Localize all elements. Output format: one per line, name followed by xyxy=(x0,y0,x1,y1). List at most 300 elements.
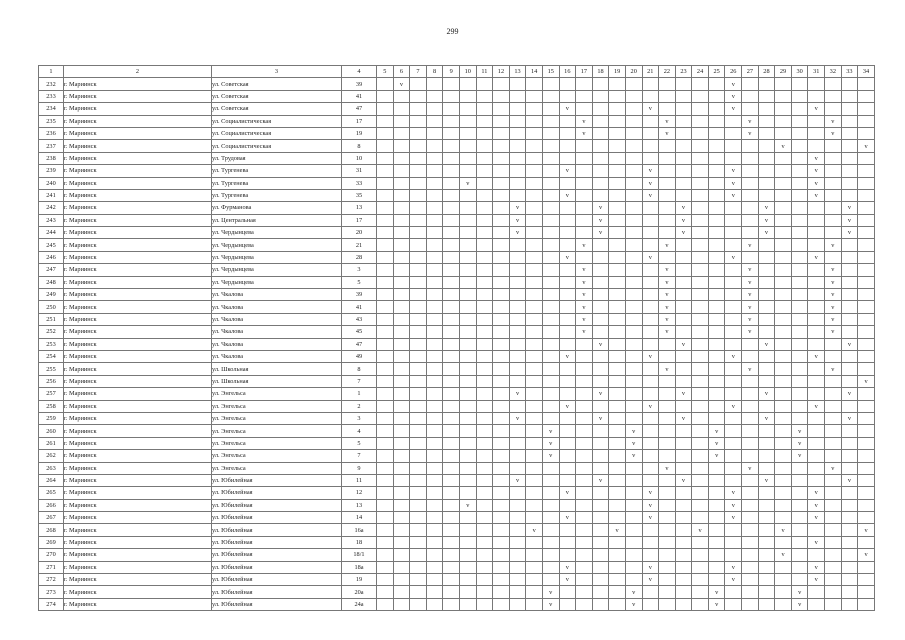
empty-cell xyxy=(443,239,460,251)
empty-cell xyxy=(675,350,692,362)
empty-cell xyxy=(576,574,593,586)
empty-cell xyxy=(509,115,526,127)
check-mark: v xyxy=(791,425,808,437)
empty-cell xyxy=(775,598,792,610)
empty-cell xyxy=(791,462,808,474)
empty-cell xyxy=(410,586,427,598)
house-number-cell: 14 xyxy=(342,512,377,524)
empty-cell xyxy=(642,127,659,139)
empty-cell xyxy=(526,598,543,610)
empty-cell xyxy=(659,189,676,201)
table-row xyxy=(39,487,875,499)
empty-cell xyxy=(443,400,460,412)
empty-cell xyxy=(858,512,875,524)
empty-cell xyxy=(509,301,526,313)
check-mark: v xyxy=(808,499,825,511)
check-mark: v xyxy=(576,276,593,288)
street-cell: ул. Чердынцева xyxy=(212,227,342,239)
empty-cell xyxy=(708,388,725,400)
check-mark: v xyxy=(642,350,659,362)
empty-cell xyxy=(841,264,858,276)
empty-cell xyxy=(592,326,609,338)
empty-cell xyxy=(808,227,825,239)
empty-cell xyxy=(659,499,676,511)
empty-cell xyxy=(393,152,410,164)
empty-cell xyxy=(609,276,626,288)
empty-cell xyxy=(393,474,410,486)
empty-cell xyxy=(808,115,825,127)
column-header: 29 xyxy=(775,66,792,78)
empty-cell xyxy=(825,499,842,511)
check-mark: v xyxy=(659,276,676,288)
empty-cell xyxy=(592,499,609,511)
empty-cell xyxy=(791,549,808,561)
check-mark: v xyxy=(509,202,526,214)
empty-cell xyxy=(659,425,676,437)
empty-cell xyxy=(708,127,725,139)
empty-cell xyxy=(443,512,460,524)
empty-cell xyxy=(609,474,626,486)
empty-cell xyxy=(559,227,576,239)
street-cell: ул. Энгельса xyxy=(212,388,342,400)
empty-cell xyxy=(708,561,725,573)
empty-cell xyxy=(426,375,443,387)
check-mark: v xyxy=(692,524,709,536)
empty-cell xyxy=(609,462,626,474)
empty-cell xyxy=(393,437,410,449)
empty-cell xyxy=(858,78,875,90)
empty-cell xyxy=(426,499,443,511)
house-number-cell: 18 xyxy=(342,536,377,548)
empty-cell xyxy=(858,474,875,486)
empty-cell xyxy=(742,412,759,424)
empty-cell xyxy=(675,177,692,189)
house-number-cell: 47 xyxy=(342,338,377,350)
check-mark: v xyxy=(825,301,842,313)
empty-cell xyxy=(708,462,725,474)
empty-cell xyxy=(493,140,510,152)
empty-cell xyxy=(825,338,842,350)
empty-cell xyxy=(708,189,725,201)
house-number-cell: 4 xyxy=(342,425,377,437)
empty-cell xyxy=(526,425,543,437)
empty-cell xyxy=(377,549,394,561)
empty-cell xyxy=(576,227,593,239)
row-number-cell: 274 xyxy=(39,598,64,610)
empty-cell xyxy=(742,251,759,263)
empty-cell xyxy=(609,400,626,412)
empty-cell xyxy=(559,152,576,164)
empty-cell xyxy=(377,251,394,263)
empty-cell xyxy=(426,474,443,486)
house-number-cell: 5 xyxy=(342,276,377,288)
empty-cell xyxy=(841,586,858,598)
check-mark: v xyxy=(393,78,410,90)
empty-cell xyxy=(791,127,808,139)
empty-cell xyxy=(692,189,709,201)
empty-cell xyxy=(791,78,808,90)
empty-cell xyxy=(858,437,875,449)
empty-cell xyxy=(742,499,759,511)
empty-cell xyxy=(542,574,559,586)
empty-cell xyxy=(576,536,593,548)
empty-cell xyxy=(725,425,742,437)
city-cell: г. Мариинск xyxy=(64,487,212,499)
empty-cell xyxy=(476,375,493,387)
check-mark: v xyxy=(742,301,759,313)
empty-cell xyxy=(542,400,559,412)
empty-cell xyxy=(493,264,510,276)
empty-cell xyxy=(692,512,709,524)
empty-cell xyxy=(708,115,725,127)
empty-cell xyxy=(758,437,775,449)
empty-cell xyxy=(410,598,427,610)
empty-cell xyxy=(791,165,808,177)
empty-cell xyxy=(609,264,626,276)
empty-cell xyxy=(692,363,709,375)
empty-cell xyxy=(742,425,759,437)
empty-cell xyxy=(526,487,543,499)
check-mark: v xyxy=(675,214,692,226)
empty-cell xyxy=(692,214,709,226)
empty-cell xyxy=(576,103,593,115)
empty-cell xyxy=(426,400,443,412)
empty-cell xyxy=(659,152,676,164)
city-cell: г. Мариинск xyxy=(64,239,212,251)
empty-cell xyxy=(526,127,543,139)
check-mark: v xyxy=(775,549,792,561)
table-row xyxy=(39,400,875,412)
empty-cell xyxy=(410,251,427,263)
empty-cell xyxy=(493,499,510,511)
check-mark: v xyxy=(542,450,559,462)
empty-cell xyxy=(443,78,460,90)
empty-cell xyxy=(542,177,559,189)
empty-cell xyxy=(858,400,875,412)
row-number-cell: 241 xyxy=(39,189,64,201)
empty-cell xyxy=(393,574,410,586)
empty-cell xyxy=(476,499,493,511)
column-header: 19 xyxy=(609,66,626,78)
empty-cell xyxy=(476,425,493,437)
empty-cell xyxy=(642,450,659,462)
empty-cell xyxy=(808,549,825,561)
empty-cell xyxy=(675,363,692,375)
empty-cell xyxy=(542,264,559,276)
check-mark: v xyxy=(808,536,825,548)
empty-cell xyxy=(625,165,642,177)
row-number-cell: 267 xyxy=(39,512,64,524)
table-row xyxy=(39,251,875,263)
empty-cell xyxy=(625,189,642,201)
empty-cell xyxy=(559,425,576,437)
empty-cell xyxy=(592,598,609,610)
empty-cell xyxy=(758,165,775,177)
check-mark: v xyxy=(775,524,792,536)
empty-cell xyxy=(725,239,742,251)
check-mark: v xyxy=(808,177,825,189)
empty-cell xyxy=(393,412,410,424)
check-mark: v xyxy=(841,227,858,239)
row-number-cell: 247 xyxy=(39,264,64,276)
table-row xyxy=(39,177,875,189)
check-mark: v xyxy=(725,189,742,201)
city-cell: г. Мариинск xyxy=(64,214,212,226)
empty-cell xyxy=(592,103,609,115)
empty-cell xyxy=(841,487,858,499)
street-cell: ул. Юбилейная xyxy=(212,549,342,561)
empty-cell xyxy=(642,425,659,437)
check-mark: v xyxy=(808,103,825,115)
empty-cell xyxy=(459,78,476,90)
empty-cell xyxy=(526,437,543,449)
empty-cell xyxy=(443,189,460,201)
empty-cell xyxy=(692,412,709,424)
empty-cell xyxy=(675,313,692,325)
empty-cell xyxy=(509,462,526,474)
empty-cell xyxy=(625,388,642,400)
empty-cell xyxy=(858,363,875,375)
column-header: 33 xyxy=(841,66,858,78)
check-mark: v xyxy=(659,239,676,251)
empty-cell xyxy=(791,301,808,313)
empty-cell xyxy=(393,536,410,548)
empty-cell xyxy=(576,499,593,511)
empty-cell xyxy=(675,264,692,276)
empty-cell xyxy=(642,375,659,387)
empty-cell xyxy=(692,437,709,449)
empty-cell xyxy=(559,264,576,276)
house-number-cell: 13 xyxy=(342,499,377,511)
empty-cell xyxy=(393,165,410,177)
empty-cell xyxy=(742,202,759,214)
column-header: 22 xyxy=(659,66,676,78)
empty-cell xyxy=(377,598,394,610)
empty-cell xyxy=(642,363,659,375)
empty-cell xyxy=(692,227,709,239)
empty-cell xyxy=(410,350,427,362)
empty-cell xyxy=(758,251,775,263)
empty-cell xyxy=(426,301,443,313)
empty-cell xyxy=(692,152,709,164)
empty-cell xyxy=(542,363,559,375)
empty-cell xyxy=(659,561,676,573)
empty-cell xyxy=(542,512,559,524)
empty-cell xyxy=(725,127,742,139)
empty-cell xyxy=(825,450,842,462)
empty-cell xyxy=(493,301,510,313)
empty-cell xyxy=(393,350,410,362)
empty-cell xyxy=(841,152,858,164)
city-cell: г. Мариинск xyxy=(64,289,212,301)
empty-cell xyxy=(808,202,825,214)
empty-cell xyxy=(426,363,443,375)
empty-cell xyxy=(559,90,576,102)
check-mark: v xyxy=(725,487,742,499)
city-cell: г. Мариинск xyxy=(64,499,212,511)
empty-cell xyxy=(526,227,543,239)
empty-cell xyxy=(592,561,609,573)
check-mark: v xyxy=(791,598,808,610)
empty-cell xyxy=(559,474,576,486)
empty-cell xyxy=(675,499,692,511)
column-header: 7 xyxy=(410,66,427,78)
empty-cell xyxy=(476,90,493,102)
street-cell: ул. Центральная xyxy=(212,214,342,226)
house-number-cell: 17 xyxy=(342,214,377,226)
empty-cell xyxy=(509,177,526,189)
empty-cell xyxy=(825,103,842,115)
empty-cell xyxy=(592,165,609,177)
empty-cell xyxy=(642,388,659,400)
empty-cell xyxy=(542,549,559,561)
city-cell: г. Мариинск xyxy=(64,363,212,375)
empty-cell xyxy=(758,313,775,325)
city-cell: г. Мариинск xyxy=(64,251,212,263)
empty-cell xyxy=(808,474,825,486)
empty-cell xyxy=(526,152,543,164)
empty-cell xyxy=(725,276,742,288)
empty-cell xyxy=(791,574,808,586)
table-row xyxy=(39,549,875,561)
empty-cell xyxy=(675,450,692,462)
empty-cell xyxy=(659,574,676,586)
empty-cell xyxy=(775,450,792,462)
empty-cell xyxy=(443,140,460,152)
empty-cell xyxy=(393,202,410,214)
empty-cell xyxy=(476,214,493,226)
street-cell: ул. Чкалова xyxy=(212,313,342,325)
empty-cell xyxy=(393,524,410,536)
empty-cell xyxy=(625,338,642,350)
house-number-cell: 7 xyxy=(342,375,377,387)
empty-cell xyxy=(708,276,725,288)
address-table xyxy=(38,65,875,611)
empty-cell xyxy=(625,375,642,387)
empty-cell xyxy=(410,264,427,276)
street-cell: ул. Энгельса xyxy=(212,412,342,424)
empty-cell xyxy=(708,574,725,586)
check-mark: v xyxy=(642,574,659,586)
table-row xyxy=(39,165,875,177)
row-number-cell: 239 xyxy=(39,165,64,177)
empty-cell xyxy=(493,574,510,586)
empty-cell xyxy=(526,400,543,412)
empty-cell xyxy=(675,276,692,288)
empty-cell xyxy=(642,115,659,127)
empty-cell xyxy=(659,536,676,548)
empty-cell xyxy=(825,227,842,239)
empty-cell xyxy=(443,313,460,325)
empty-cell xyxy=(426,412,443,424)
check-mark: v xyxy=(459,499,476,511)
empty-cell xyxy=(493,363,510,375)
empty-cell xyxy=(377,165,394,177)
empty-cell xyxy=(791,561,808,573)
empty-cell xyxy=(542,189,559,201)
empty-cell xyxy=(758,487,775,499)
empty-cell xyxy=(625,264,642,276)
empty-cell xyxy=(459,165,476,177)
empty-cell xyxy=(708,90,725,102)
empty-cell xyxy=(609,536,626,548)
empty-cell xyxy=(708,289,725,301)
empty-cell xyxy=(758,140,775,152)
empty-cell xyxy=(410,487,427,499)
empty-cell xyxy=(692,251,709,263)
empty-cell xyxy=(609,425,626,437)
column-header: 9 xyxy=(443,66,460,78)
row-number-cell: 272 xyxy=(39,574,64,586)
city-cell: г. Мариинск xyxy=(64,375,212,387)
empty-cell xyxy=(708,400,725,412)
empty-cell xyxy=(559,289,576,301)
empty-cell xyxy=(542,251,559,263)
empty-cell xyxy=(559,177,576,189)
check-mark: v xyxy=(775,140,792,152)
empty-cell xyxy=(692,375,709,387)
empty-cell xyxy=(410,363,427,375)
empty-cell xyxy=(476,350,493,362)
empty-cell xyxy=(476,189,493,201)
empty-cell xyxy=(592,487,609,499)
empty-cell xyxy=(592,512,609,524)
check-mark: v xyxy=(625,598,642,610)
check-mark: v xyxy=(808,561,825,573)
row-number-cell: 263 xyxy=(39,462,64,474)
row-number-cell: 250 xyxy=(39,301,64,313)
street-cell: ул. Чердынцева xyxy=(212,239,342,251)
empty-cell xyxy=(758,598,775,610)
empty-cell xyxy=(393,127,410,139)
empty-cell xyxy=(393,115,410,127)
empty-cell xyxy=(825,586,842,598)
empty-cell xyxy=(609,239,626,251)
empty-cell xyxy=(625,140,642,152)
empty-cell xyxy=(509,289,526,301)
empty-cell xyxy=(858,561,875,573)
row-number-cell: 259 xyxy=(39,412,64,424)
empty-cell xyxy=(393,140,410,152)
city-cell: г. Мариинск xyxy=(64,462,212,474)
empty-cell xyxy=(841,524,858,536)
empty-cell xyxy=(625,499,642,511)
empty-cell xyxy=(476,301,493,313)
empty-cell xyxy=(858,276,875,288)
empty-cell xyxy=(625,561,642,573)
empty-cell xyxy=(509,90,526,102)
empty-cell xyxy=(426,549,443,561)
empty-cell xyxy=(725,313,742,325)
empty-cell xyxy=(393,363,410,375)
empty-cell xyxy=(858,487,875,499)
empty-cell xyxy=(642,338,659,350)
empty-cell xyxy=(825,574,842,586)
empty-cell xyxy=(858,598,875,610)
check-mark: v xyxy=(659,326,676,338)
empty-cell xyxy=(592,264,609,276)
empty-cell xyxy=(476,536,493,548)
empty-cell xyxy=(526,90,543,102)
empty-cell xyxy=(642,313,659,325)
empty-cell xyxy=(443,350,460,362)
empty-cell xyxy=(443,326,460,338)
row-number-cell: 253 xyxy=(39,338,64,350)
table-row xyxy=(39,598,875,610)
empty-cell xyxy=(841,326,858,338)
empty-cell xyxy=(825,350,842,362)
empty-cell xyxy=(775,512,792,524)
